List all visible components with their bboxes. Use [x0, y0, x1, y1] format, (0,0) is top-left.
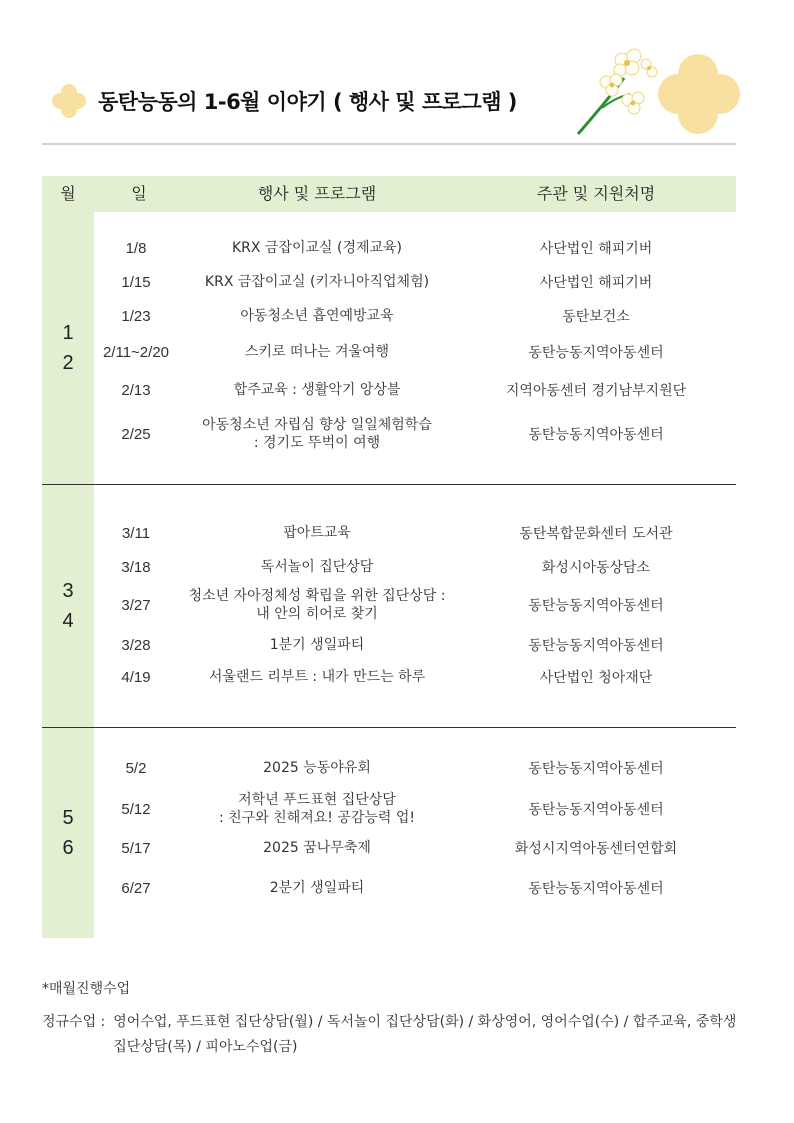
- row-event: 청소년 자아정체성 확립을 위한 집단상담 : 내 안의 히어로 찾기: [188, 588, 446, 622]
- row-event: 2분기 생일파티: [269, 880, 365, 896]
- table-row: [94, 414, 736, 454]
- row-event: 1분기 생일파티: [269, 637, 365, 653]
- table-row: [94, 342, 736, 362]
- row-org: 동탄능동지역아동센터: [528, 802, 664, 818]
- row-day: 2/25: [121, 425, 151, 443]
- row-org: 화성시지역아동센터연합회: [514, 841, 678, 857]
- table-row: [94, 667, 736, 687]
- row-day: 3/27: [121, 596, 151, 614]
- row-event: KRX 금잡이교실 (경제교육): [231, 240, 403, 256]
- row-day: 1/15: [121, 273, 151, 291]
- row-org: 동탄능동지역아동센터: [528, 638, 664, 654]
- row-org: 동탄능동지역아동센터: [528, 427, 664, 443]
- row-event: KRX 금잡이교실 (키자니아직업체험): [204, 274, 430, 290]
- table-row: [94, 878, 736, 898]
- row-event: 독서놀이 집단상담: [260, 559, 374, 575]
- header-day: 일: [131, 184, 147, 203]
- row-event: 아동청소년 흡연예방교육: [240, 308, 394, 324]
- schedule-table: [42, 176, 736, 938]
- row-day: 6/27: [121, 879, 151, 897]
- row-org: 동탄능동지역아동센터: [528, 345, 664, 361]
- row-day: 4/19: [121, 668, 151, 686]
- row-day: 2/11~2/20: [102, 343, 170, 361]
- row-org: 동탄능동지역아동센터: [528, 881, 664, 897]
- row-event: 2025 꿈나무축제: [263, 840, 371, 856]
- white-flower-branch-icon: [572, 38, 742, 140]
- row-org: 동탄보건소: [562, 309, 630, 325]
- row-day: 2/13: [121, 381, 151, 399]
- row-event: 합주교육 : 생활악기 앙상블: [233, 382, 401, 398]
- table-row: [94, 272, 736, 292]
- month-group-1-2: [42, 212, 736, 485]
- month-group-3-4: [42, 485, 736, 728]
- row-org: 사단법인 해피기버: [539, 241, 653, 257]
- row-day: 3/11: [121, 524, 151, 542]
- row-day: 5/12: [121, 800, 151, 818]
- row-day: 3/18: [121, 558, 151, 576]
- regular-label: 정규수업 :: [42, 1014, 106, 1030]
- row-day: 3/28: [121, 636, 151, 654]
- row-org: 사단법인 청아재단: [539, 670, 653, 686]
- row-day: 1/8: [125, 239, 147, 257]
- table-row: [94, 585, 736, 625]
- month-label: 3 4: [62, 580, 74, 632]
- table-row: [94, 306, 736, 326]
- row-event: 스키로 떠나는 겨울여행: [244, 344, 390, 360]
- table-row: [94, 523, 736, 543]
- month-cell: [42, 728, 94, 938]
- row-day: 5/17: [121, 839, 151, 857]
- row-org: 동탄능동지역아동센터: [528, 598, 664, 614]
- header-event: 행사 및 프로그램: [257, 184, 377, 203]
- row-event: 저학년 푸드표현 집단상담 : 친구와 친해져요! 공감능력 업!: [218, 792, 416, 826]
- table-row: [94, 635, 736, 655]
- month-cell: [42, 212, 94, 484]
- row-day: 1/23: [121, 307, 151, 325]
- regular-text: 영어수업, 푸드표현 집단상담(월) / 독서놀이 집단상담(화) / 화상영어, 영어수업(수) / 합주교육, 중학생집단상담(목) / 피아노수업(금): [113, 1014, 737, 1055]
- row-org: 동탄능동지역아동센터: [528, 761, 664, 777]
- table-row: [94, 380, 736, 400]
- regular-classes: [42, 1010, 742, 1060]
- title-divider: [42, 143, 736, 145]
- notes-section: [42, 978, 742, 1060]
- row-event: 서울랜드 리부트 : 내가 만드는 하루: [208, 669, 426, 685]
- row-event: 팝아트교육: [283, 525, 351, 541]
- month-group-5-6: [42, 728, 736, 938]
- row-org: 사단법인 해피기버: [539, 275, 653, 291]
- table-header: [42, 176, 736, 212]
- page-title: 동탄능동의 1-6월 이야기 ( 행사 및 프로그램 ): [98, 90, 517, 114]
- month-label: 5 6: [62, 807, 74, 859]
- yellow-flower-icon: [52, 84, 86, 118]
- row-day: 5/2: [125, 759, 147, 777]
- row-org: 화성시아동상담소: [541, 560, 651, 576]
- table-row: [94, 557, 736, 577]
- table-row: [94, 789, 736, 829]
- notes-heading: *매월진행수업: [42, 981, 131, 997]
- month-cell: [42, 485, 94, 727]
- row-org: 지역아동센터 경기남부지원단: [505, 383, 687, 399]
- row-org: 동탄복합문화센터 도서관: [519, 526, 673, 542]
- header-month: 월: [60, 184, 76, 203]
- table-row: [94, 238, 736, 258]
- month-label: 1 2: [62, 322, 74, 374]
- row-event: 2025 능동야유회: [263, 760, 371, 776]
- table-row: [94, 758, 736, 778]
- row-event: 아동청소년 자립심 향상 일일체험학습 : 경기도 뚜벅이 여행: [202, 417, 432, 451]
- table-row: [94, 838, 736, 858]
- header-org: 주관 및 지원처명: [536, 184, 656, 203]
